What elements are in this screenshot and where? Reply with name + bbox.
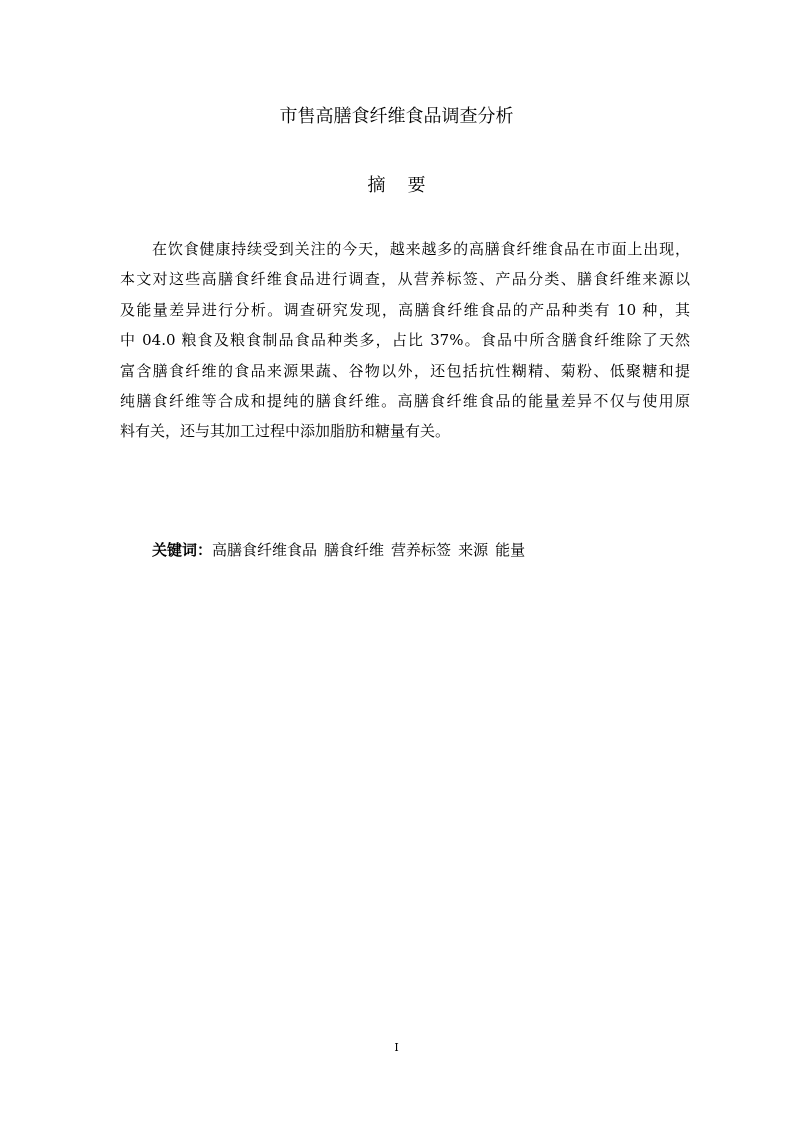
abstract-line: 料有关，还与其加工过程中添加脂肪和糖量有关。 xyxy=(120,422,451,441)
keyword-item: 能量 xyxy=(495,541,526,559)
document-title: 市售高膳食纤维食品调查分析 xyxy=(279,106,514,127)
keywords xyxy=(152,537,692,563)
abstract-heading-char-2: 要 xyxy=(407,175,426,196)
abstract-line: 中 04.0 粮食及粮食制品食品种类多，占比 37%。食品中所含膳食纤维除了天然 xyxy=(120,331,690,350)
abstract-line: 本文对这些高膳食纤维食品进行调查，从营养标签、产品分类、膳食纤维来源以 xyxy=(120,270,690,289)
page-number: I xyxy=(394,1041,399,1054)
abstract-line: 及能量差异进行分析。调查研究发现，高膳食纤维食品的产品种类有 10 种，其 xyxy=(120,300,690,319)
abstract-heading xyxy=(0,173,793,199)
abstract-body xyxy=(120,234,690,447)
abstract-heading-char-1: 摘 xyxy=(367,175,386,196)
abstract-line: 在饮食健康持续受到关注的今天，越来越多的高膳食纤维食品在市面上出现， xyxy=(152,240,690,258)
keyword-item: 膳食纤维 xyxy=(324,541,385,559)
abstract-line: 富含膳食纤维的食品来源果蔬、谷物以外，还包括抗性糊精、菊粉、低聚糖和提 xyxy=(120,361,690,380)
abstract-line: 纯膳食纤维等合成和提纯的膳食纤维。高膳食纤维食品的能量差异不仅与使用原 xyxy=(120,392,690,411)
keyword-item: 来源 xyxy=(458,541,489,559)
keyword-item: 高膳食纤维食品 xyxy=(212,541,318,559)
keywords-label: 关键词： xyxy=(152,541,213,559)
keyword-item: 营养标签 xyxy=(391,541,452,559)
